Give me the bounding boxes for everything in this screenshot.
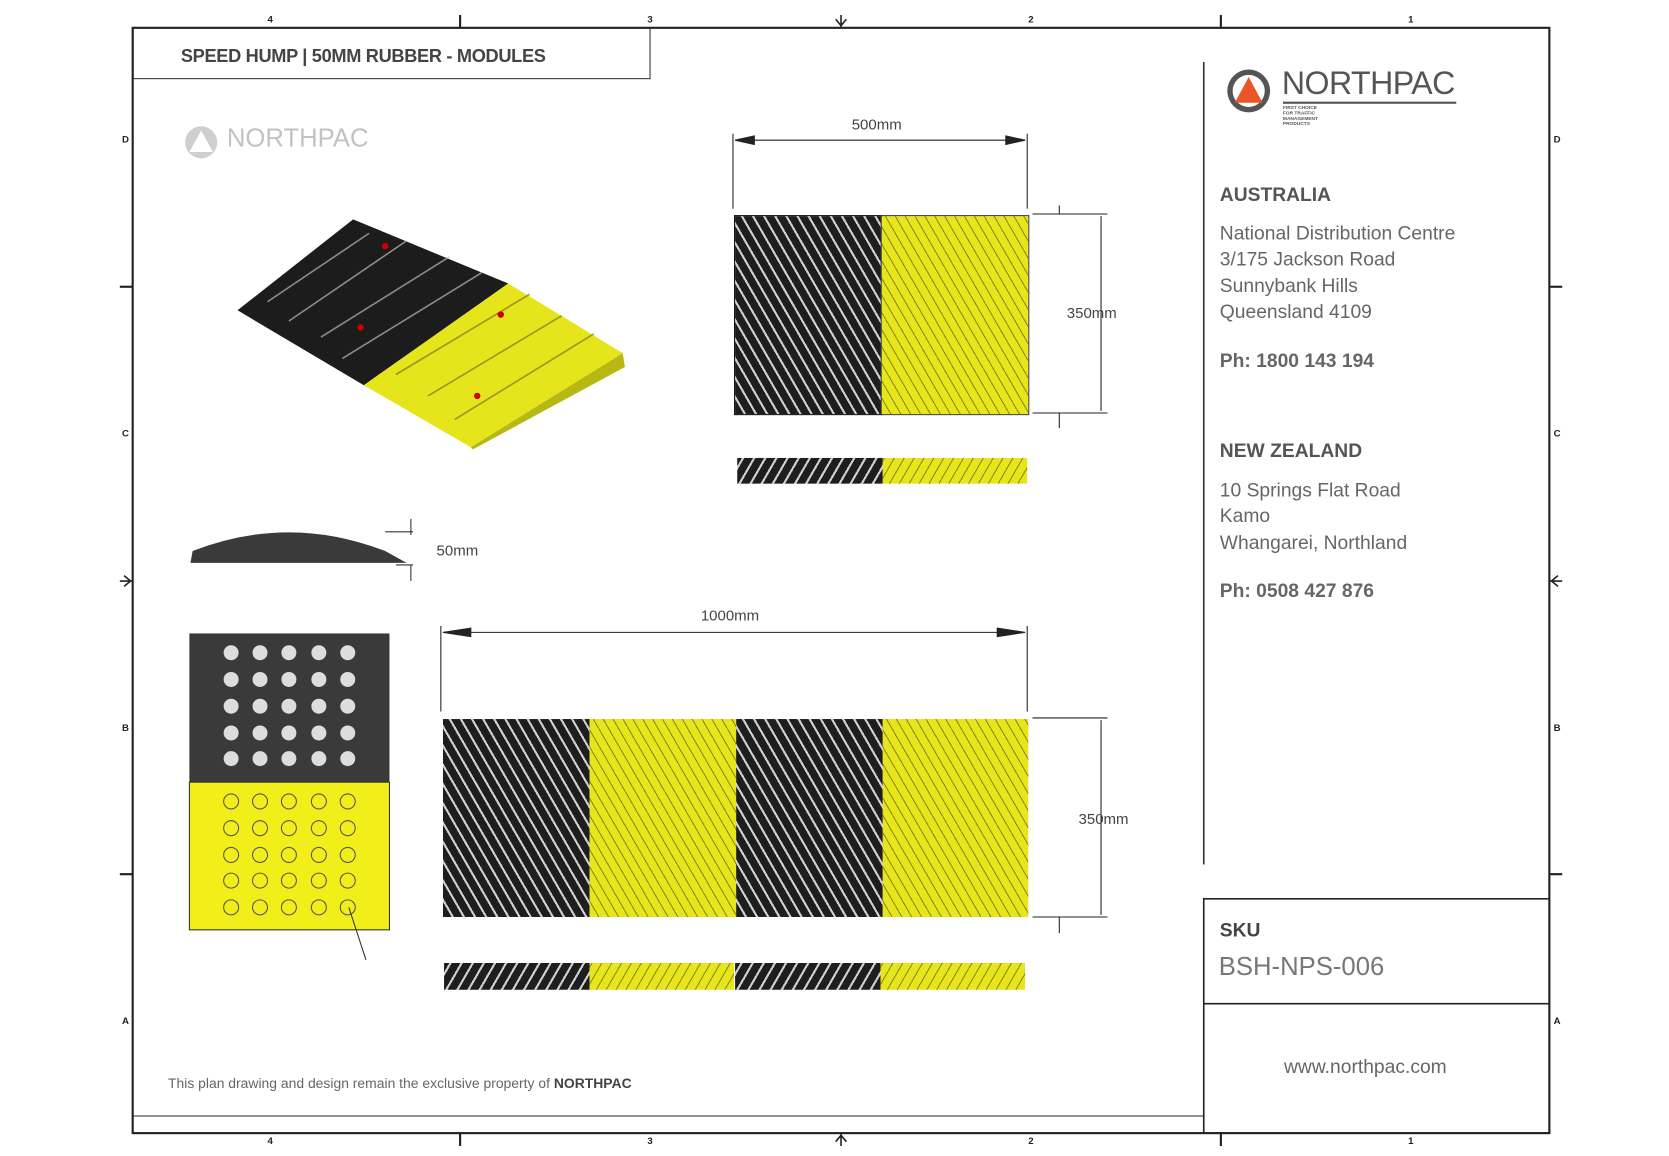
stud-socket <box>253 794 268 809</box>
stud-socket <box>224 821 239 836</box>
stud-socket <box>281 900 296 915</box>
stud <box>311 725 326 740</box>
stud <box>253 699 268 714</box>
module-yellow-top <box>590 719 737 917</box>
module-black-top <box>443 719 590 917</box>
stud-socket <box>340 794 355 809</box>
side-profile <box>190 532 406 562</box>
brand-tagline: FIRST CHOICE FOR TRAFFIC MANAGEMENT PRODUCTS <box>1282 104 1318 127</box>
grid-row-label: C <box>1553 428 1561 439</box>
stud <box>224 699 239 714</box>
brand-name: NORTHPAC <box>1281 66 1455 102</box>
stud <box>253 751 268 766</box>
stud-socket <box>281 873 296 888</box>
stud-socket <box>253 847 268 862</box>
dim-full-width: 1000mm <box>700 606 760 624</box>
stud-socket <box>340 900 355 915</box>
grid-col-label: 4 <box>267 1135 273 1146</box>
dim-full-depth: 350mm <box>1078 809 1129 828</box>
stud <box>224 672 239 687</box>
stud-socket <box>311 873 326 888</box>
stud <box>311 645 326 660</box>
grid-row-label: A <box>121 1015 129 1027</box>
stud <box>340 699 355 714</box>
australia-address: National Distribution Centre 3/175 Jackson Road Sunnybank Hills Queensland 4109 <box>1219 222 1456 322</box>
stud <box>281 672 296 687</box>
stud <box>340 672 355 687</box>
grid-col-label: 1 <box>1408 1135 1414 1146</box>
dim-top-depth: 350mm <box>1066 303 1117 322</box>
module-black-top <box>734 215 883 415</box>
stud <box>253 672 268 687</box>
stud-socket <box>281 847 296 862</box>
stud <box>224 645 239 660</box>
stud <box>224 751 239 766</box>
stud-socket <box>340 821 355 836</box>
nz-address: 10 Springs Flat Road Kamo Whangarei, Northland <box>1219 479 1408 553</box>
module-black-side <box>737 458 883 484</box>
grid-row-label: B <box>1553 722 1561 733</box>
stud-socket <box>224 900 239 915</box>
module-yellow-side <box>590 963 734 990</box>
grid-row-label: A <box>1553 1015 1561 1027</box>
stud <box>281 699 296 714</box>
grid-col-label: 3 <box>647 13 653 25</box>
stud <box>311 699 326 714</box>
stud-socket <box>311 847 326 862</box>
stud <box>340 645 355 660</box>
grid-row-label: D <box>1553 133 1561 145</box>
nz-phone: Ph: 0508 427 876 <box>1219 579 1374 602</box>
title-box <box>133 28 651 79</box>
brand-logo <box>1226 66 1455 127</box>
stud <box>311 751 326 766</box>
logo-icon <box>1226 68 1271 113</box>
grid-col-label: 3 <box>647 1135 653 1146</box>
sku-value: BSH-NPS-006 <box>1218 952 1385 982</box>
stud <box>281 751 296 766</box>
stud-socket <box>224 847 239 862</box>
stud-socket <box>224 794 239 809</box>
australia-heading: AUSTRALIA <box>1219 184 1332 206</box>
grid-row-label: C <box>121 428 129 439</box>
stud <box>281 645 296 660</box>
grid-col-label: 1 <box>1408 13 1414 25</box>
stud-socket <box>311 821 326 836</box>
stud-socket <box>253 873 268 888</box>
module-yellow-side <box>883 458 1027 484</box>
module-black-side <box>735 963 881 990</box>
stud-socket <box>253 821 268 836</box>
stud-socket <box>340 847 355 862</box>
grid-col-label: 2 <box>1028 13 1034 25</box>
stud <box>311 672 326 687</box>
stud-socket <box>253 900 268 915</box>
logo-icon <box>184 124 218 160</box>
sku-label: SKU <box>1219 919 1261 941</box>
stud <box>224 725 239 740</box>
module-yellow-side <box>881 963 1025 990</box>
stud <box>281 725 296 740</box>
stud-socket <box>224 873 239 888</box>
stud <box>253 645 268 660</box>
stud-socket <box>281 821 296 836</box>
iso-view <box>238 219 625 449</box>
grid-col-label: 4 <box>267 13 273 25</box>
stud <box>340 751 355 766</box>
stud <box>340 725 355 740</box>
australia-phone: Ph: 1800 143 194 <box>1219 349 1374 372</box>
dim-height: 50mm <box>436 541 479 559</box>
underside-view <box>189 633 389 959</box>
grid-row-label: D <box>121 133 129 145</box>
website-link[interactable]: www.northpac.com <box>1284 1056 1447 1078</box>
watermark-logo: NORTHPAC <box>184 124 218 166</box>
nz-heading: NEW ZEALAND <box>1219 439 1363 462</box>
module-yellow-top <box>883 719 1029 917</box>
stud-socket <box>281 794 296 809</box>
grid-col-label: 2 <box>1028 1135 1034 1146</box>
grid-row-label: B <box>121 722 129 733</box>
module-black-side <box>444 963 590 990</box>
stud-socket <box>311 794 326 809</box>
dim-top-width: 500mm <box>851 115 902 133</box>
stud-socket <box>311 900 326 915</box>
stud <box>253 725 268 740</box>
page-title: SPEED HUMP | 50MM RUBBER - MODULES <box>180 46 546 67</box>
footer-note: This plan drawing and design remain the exclusive property of NORTHPAC <box>167 1075 632 1092</box>
stud-socket <box>340 873 355 888</box>
module-yellow-top <box>881 215 1030 415</box>
module-black-top <box>736 719 883 917</box>
